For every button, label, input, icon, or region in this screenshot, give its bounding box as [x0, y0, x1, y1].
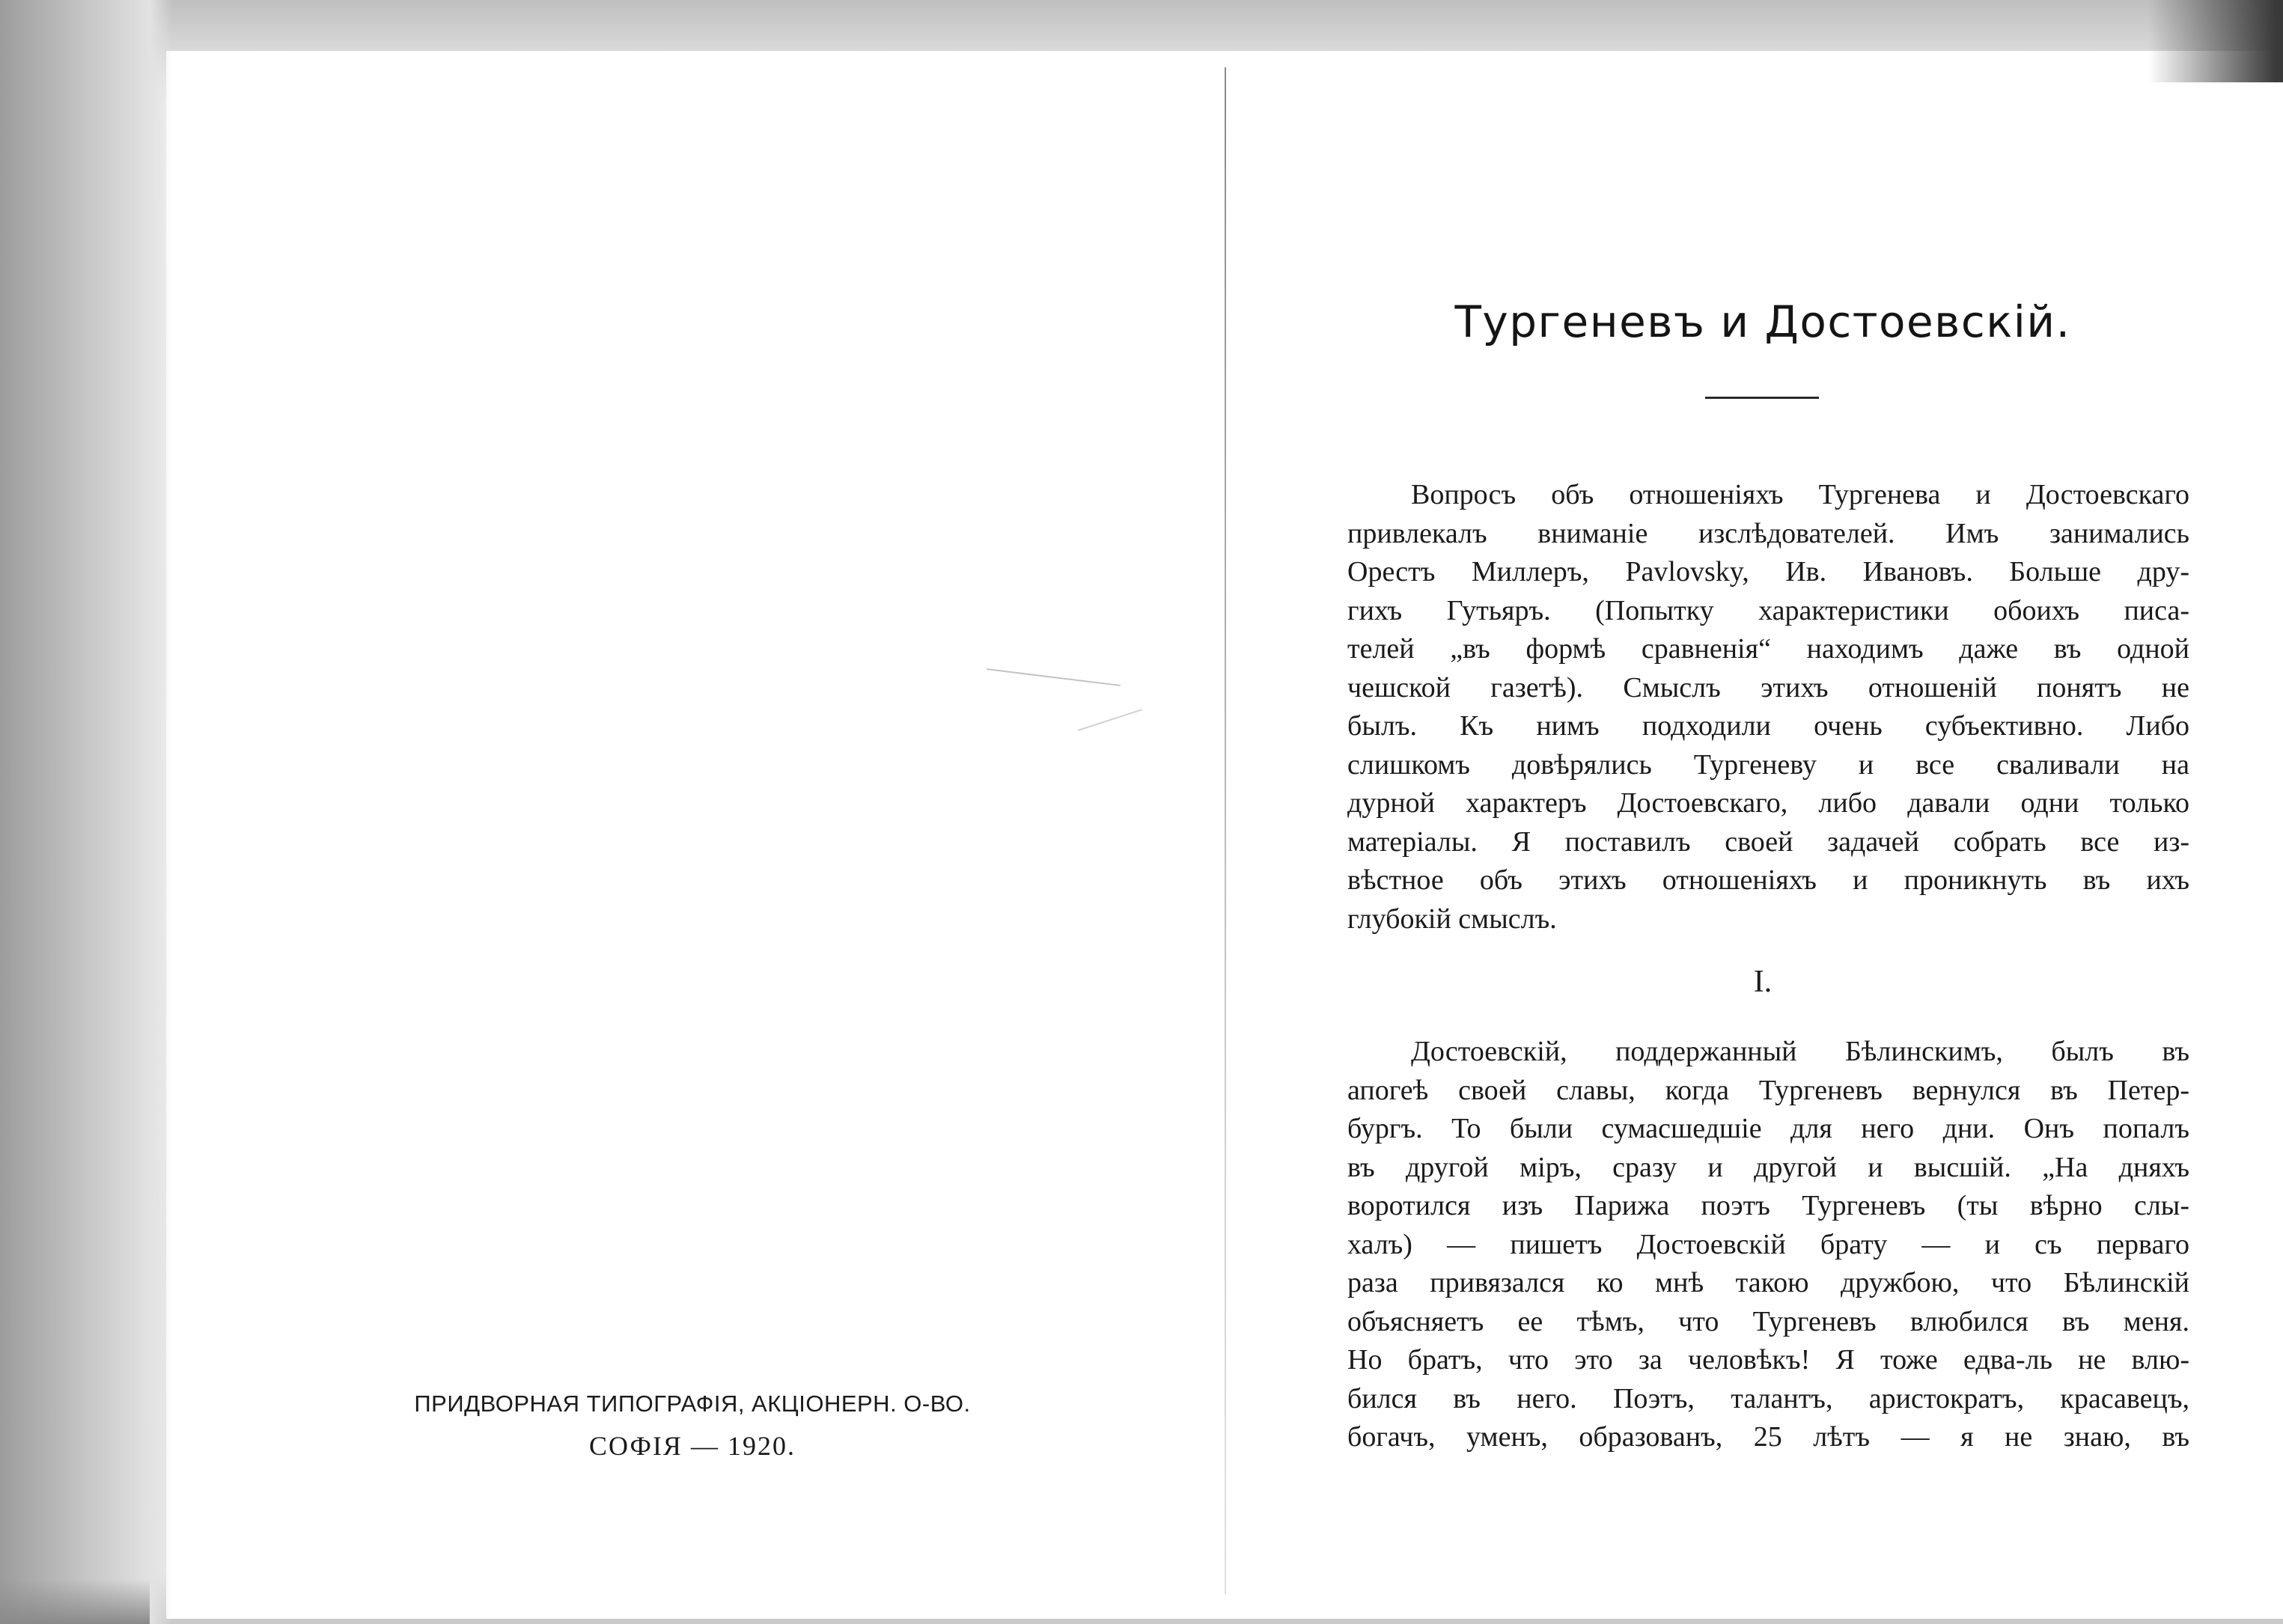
- text-line: вѣстное объ этихъ отношеніяхъ и проникнуть въ ихъ: [1347, 864, 2189, 896]
- text-line: чешской газетѣ). Смыслъ этихъ отношеній понятъ не: [1347, 671, 2189, 703]
- text-line: Но братъ, что это за человѣкъ! Я тоже едва-ль не влю-: [1347, 1344, 2189, 1376]
- text-line: привлекалъ вниманіе изслѣдователей. Имъ занимались: [1347, 517, 2189, 549]
- page-title: Тургеневъ и Достоевскій.: [1454, 296, 2071, 347]
- section-paragraph: [1347, 1033, 2189, 1457]
- text-line: объясняетъ ее тѣмъ, что Тургеневъ влюбился въ меня.: [1347, 1305, 2189, 1337]
- left-edge-shadow: [0, 0, 172, 1624]
- book-gutter: [1225, 67, 1226, 1594]
- text-line: Достоевскій, поддержанный Бѣлинскимъ, былъ въ: [1411, 1036, 2189, 1067]
- text-line: халъ) — пишетъ Достоевскій брату — и съ перваго: [1347, 1228, 2189, 1260]
- imprint: [382, 1383, 1003, 1467]
- imprint-publisher: ПРИДВОРНАЯ ТИПОГРАФІЯ, АКЦІОНЕРН. О-ВО.: [414, 1391, 971, 1417]
- top-right-shadow: [2148, 0, 2283, 82]
- text-line: Орестъ Миллеръ, Pavlovsky, Ив. Ивановъ. Больше дру-: [1347, 556, 2189, 587]
- text-line: дурной характеръ Достоевскаго, либо давали одни только: [1347, 787, 2189, 819]
- section-numeral: I.: [1753, 965, 1773, 999]
- text-line: гихъ Гутьяръ. (Попытку характеристики обоихъ писа-: [1347, 594, 2189, 626]
- text-line: въ другой міръ, сразу и другой и высшій. „На дняхъ: [1347, 1151, 2189, 1183]
- text-line: бургъ. То были сумасшедшіе для него дни. Онъ попалъ: [1347, 1113, 2189, 1144]
- bottom-left-shadow: [0, 1579, 150, 1624]
- text-line: воротился изъ Парижа поэтъ Тургеневъ (ты вѣрно слы-: [1347, 1190, 2189, 1221]
- text-line: телей „въ формѣ сравненія“ находимъ даже въ одной: [1347, 633, 2189, 665]
- title-rule: [1705, 397, 1819, 399]
- text-line: матеріалы. Я поставилъ своей задачей собрать все из-: [1347, 825, 2189, 858]
- text-line: былъ. Къ нимъ подходили очень субъективно. Либо: [1347, 710, 2189, 742]
- text-line: глубокій смыслъ.: [1347, 903, 1557, 935]
- text-line: раза привязался ко мнѣ такою дружбою, что Бѣлинскій: [1347, 1267, 2189, 1298]
- imprint-place-year: СОФІЯ — 1920.: [589, 1431, 796, 1461]
- text-line: Вопросъ объ отношеніяхъ Тургенева и Достоевскаго: [1411, 479, 2189, 510]
- text-line: апогеѣ своей славы, когда Тургеневъ вернулся въ Петер-: [1347, 1074, 2189, 1106]
- text-line: богачъ, уменъ, образованъ, 25 лѣтъ — я не знаю, въ: [1347, 1421, 2189, 1453]
- intro-paragraph: [1347, 476, 2189, 938]
- text-line: бился въ него. Поэтъ, талантъ, аристократъ, красавецъ,: [1347, 1382, 2189, 1414]
- text-line: слишкомъ довѣрялись Тургеневу и все сваливали на: [1347, 748, 2189, 781]
